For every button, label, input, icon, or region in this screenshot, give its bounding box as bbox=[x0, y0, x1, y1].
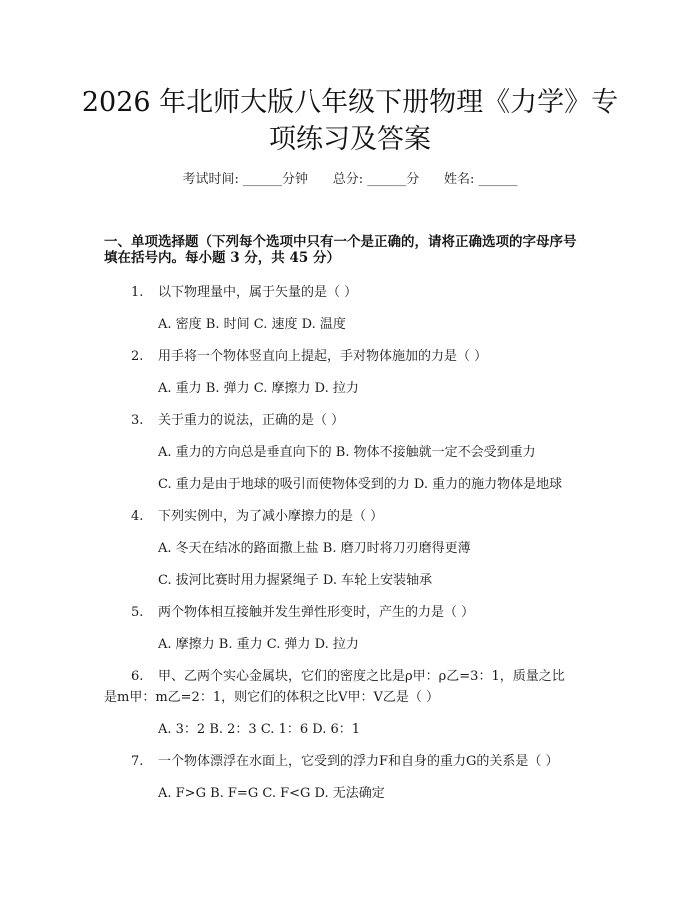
question-stem: 甲、乙两个实心金属块，它们的密度之比是ρ甲：ρ乙=3：1，质量之比 bbox=[158, 669, 565, 684]
document-title-line1: 2026 年北师大版八年级下册物理《力学》专 bbox=[81, 87, 619, 118]
exam-info-line: 考试时间: ______分钟 总分: ______分 姓名: ______ bbox=[182, 172, 518, 187]
question-stem: 以下物理量中，属于矢量的是（ ） bbox=[158, 285, 358, 300]
question-number: 4. bbox=[131, 509, 144, 524]
question-options: A. 冬天在结冰的路面撒上盐 B. 磨刀时将刀刃磨得更薄 bbox=[158, 541, 471, 556]
question-stem: 下列实例中，为了减小摩擦力的是（ ） bbox=[158, 509, 384, 524]
question-number: 7. bbox=[131, 754, 144, 769]
document-title-line2: 项练习及答案 bbox=[269, 124, 431, 155]
question-number: 5. bbox=[131, 605, 144, 620]
question-number: 3. bbox=[131, 413, 144, 428]
question-number: 1. bbox=[131, 285, 144, 300]
question-options: A. 重力 B. 弹力 C. 摩擦力 D. 拉力 bbox=[158, 381, 359, 396]
question-stem: 关于重力的说法，正确的是（ ） bbox=[158, 413, 345, 428]
question-options: A. 3：2 B. 2：3 C. 1：6 D. 6：1 bbox=[158, 722, 361, 737]
question-options: A. 密度 B. 时间 C. 速度 D. 温度 bbox=[158, 317, 346, 332]
question-options: A. 摩擦力 B. 重力 C. 弹力 D. 拉力 bbox=[158, 637, 359, 652]
question-stem: 用手将一个物体竖直向上提起，手对物体施加的力是（ ） bbox=[158, 349, 488, 364]
question-options: A. 重力的方向总是垂直向下的 B. 物体不接触就一定不会受到重力 bbox=[158, 445, 536, 460]
question-options: C. 重力是由于地球的吸引而使物体受到的力 D. 重力的施力物体是地球 bbox=[158, 477, 563, 492]
question-number: 2. bbox=[131, 349, 144, 364]
question-stem: 两个物体相互接触并发生弹性形变时，产生的力是（ ） bbox=[158, 605, 475, 620]
question-options: A. F>G B. F=G C. F<G D. 无法确定 bbox=[158, 786, 385, 801]
question-stem: 一个物体漂浮在水面上，它受到的浮力F和自身的重力G的关系是（ ） bbox=[158, 754, 559, 769]
question-number: 6. bbox=[131, 669, 144, 684]
question-options: C. 拔河比赛时用力握紧绳子 D. 车轮上安装轴承 bbox=[158, 573, 433, 588]
question-stem-continued: 是m甲：m乙=2：1，则它们的体积之比V甲：V乙是（ ） bbox=[104, 690, 439, 705]
section-heading-line2: 填在括号内。每小题 3 分，共 45 分） bbox=[104, 250, 340, 266]
section-heading-line1: 一、单项选择题（下列每个选项中只有一个是正确的，请将正确选项的字母序号 bbox=[104, 234, 577, 250]
